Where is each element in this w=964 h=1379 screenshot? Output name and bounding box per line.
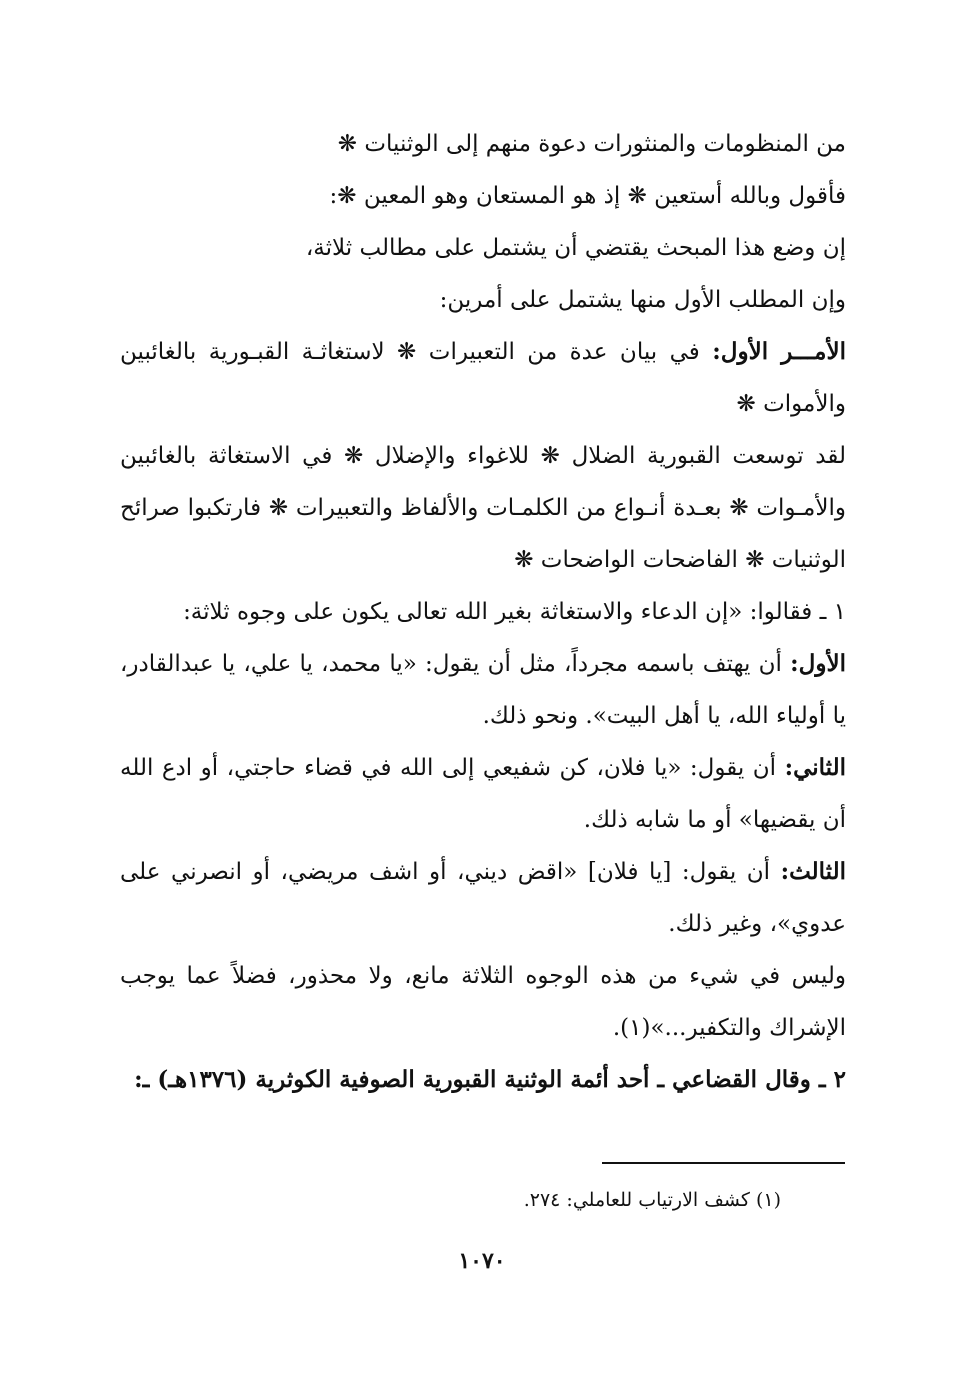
paragraph-7: ١ ـ فقالوا: «إن الدعاء والاستغاثة بغير الله تعالى يكون على وجوه ثلاثة: (183, 599, 846, 625)
paragraph-1: من المنظومات والمنثورات دعوة منهم إلى الوثنيات ❋ (337, 131, 846, 157)
paragraph-10-text: أن يقول: [يا فلان] «اقض ديني، أو اشف مريضي، أو انصرني على عدوي»، وغير ذلك. (120, 859, 846, 937)
label-second: الثاني: (784, 754, 846, 781)
footnote-divider (602, 1162, 845, 1164)
paragraph-2: فأقول وبالله أستعين ❋ إذ هو المستعان وهو المعين ❋: (329, 183, 846, 209)
paragraph-5-text: في بيان عدة من التعبيرات ❋ لاستغاثـة القبـورية بالغائبين والأموات ❋ (120, 339, 846, 417)
section-label-first-matter: الأمـــر الأول: (712, 338, 847, 365)
footnote: (١) كشف الارتياب للعاملي: ٢٧٤. (523, 1189, 781, 1211)
paragraph-10 (120, 846, 846, 950)
paragraph-9 (120, 742, 846, 846)
paragraph-9-text: أن يقول: «يا فلان، كن شفيعي إلى الله في قضاء حاجتي، أو ادع الله أن يقضيها» أو ما شابه ذلك. (120, 755, 846, 833)
paragraph-11: وليس في شيء من هذه الوجوه الثلاثة مانع، ولا محذور، فضلاً عما يوجب الإشراك والتكفير...»(١). (120, 963, 846, 1041)
paragraph-8 (120, 638, 846, 742)
paragraph-6: لقد توسعت القبورية الضلال ❋ للاغواء والإضلال ❋ في الاستغاثة بالغائبين والأمـوات ❋ بعـدة أنـواع من الكلمـات والألفاظ والتعبيرات ❋ فارتكبوا صرائح الوثنيات ❋ الفاضحات الواضحات ❋ (120, 443, 846, 573)
label-third: الثالث: (780, 858, 847, 885)
main-text (120, 118, 846, 1106)
label-first: الأول: (790, 650, 846, 677)
paragraph-12: ٢ ـ وقال القضاعي ـ أحد أئمة الوثنية القبورية الصوفية الكوثرية (١٣٧٦هـ) ـ: (134, 1066, 846, 1093)
paragraph-5 (120, 326, 846, 430)
page-number: ١٠٧٠ (458, 1248, 506, 1274)
paragraph-3: إن وضع هذا المبحث يقتضي أن يشتمل على مطالب ثلاثة، (305, 235, 846, 261)
paragraph-4: وإن المطلب الأول منها يشتمل على أمرين: (439, 287, 846, 313)
paragraph-8-text: أن يهتف باسمه مجرداً، مثل أن يقول: «يا محمد، يا علي، يا عبدالقادر، يا أولياء الله، يا أهل البيت». ونحو ذلك. (120, 651, 846, 729)
